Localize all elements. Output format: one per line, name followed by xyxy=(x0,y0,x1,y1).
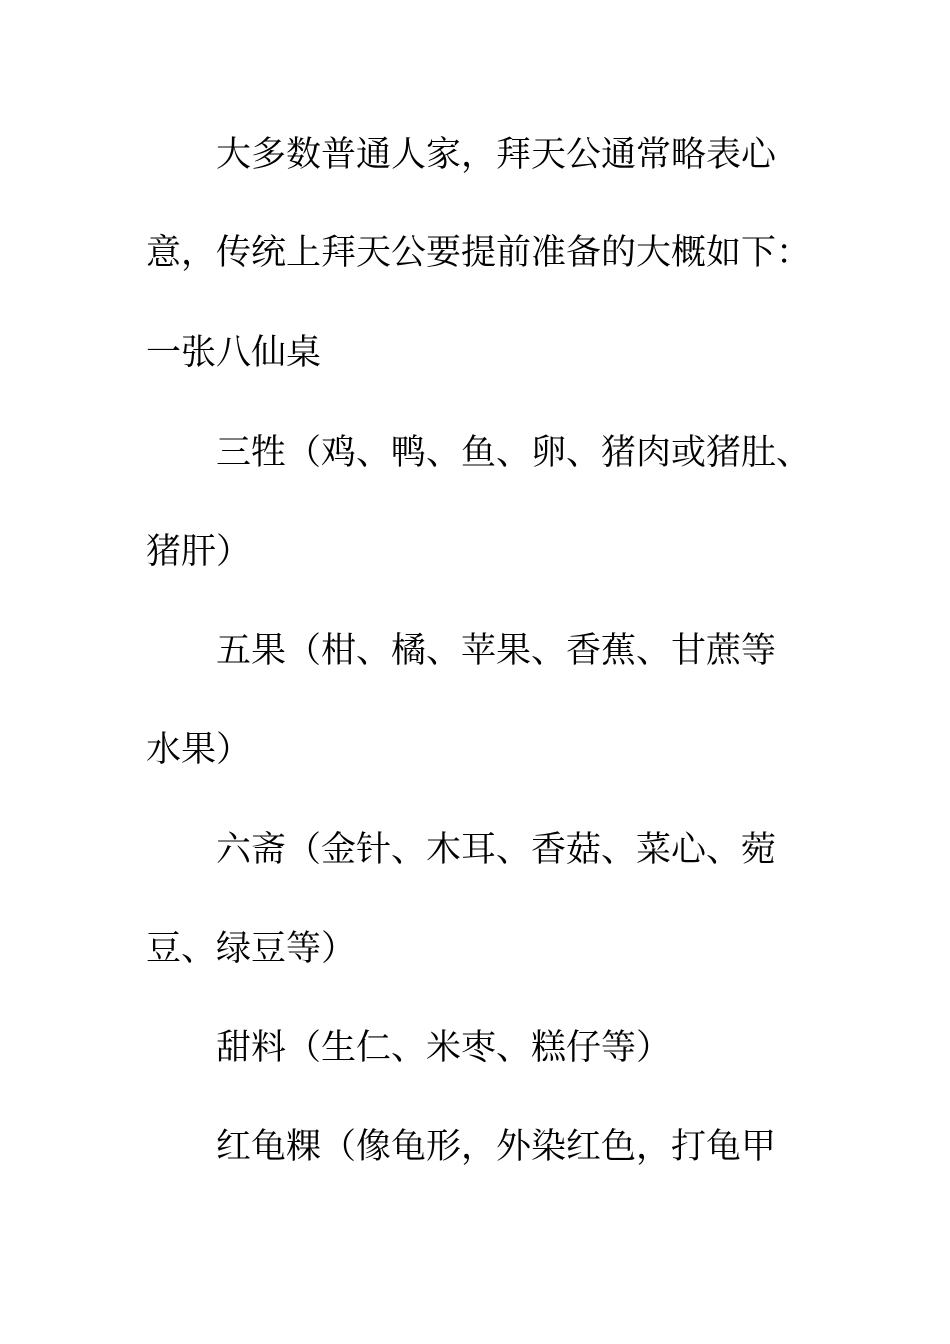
list-item-wuguo-cont: 水果） xyxy=(146,730,252,770)
list-item-table: 一张八仙桌 xyxy=(146,333,322,373)
list-item-sansheng: 三牲（鸡、鸭、鱼、卵、猪肉或猪肚、 xyxy=(216,433,812,473)
list-item-hongguigui: 红龟粿（像龟形，外染红色，打龟甲 xyxy=(216,1127,777,1167)
paragraph-line-2: 意，传统上拜天公要提前准备的大概如下： xyxy=(146,233,812,273)
list-item-sansheng-cont: 猪肝） xyxy=(146,532,252,572)
list-item-wuguo: 五果（柑、橘、苹果、香蕉、甘蔗等 xyxy=(216,631,777,671)
paragraph-line-1: 大多数普通人家，拜天公通常略表心 xyxy=(216,135,777,175)
list-item-tianliao: 甜料（生仁、米枣、糕仔等） xyxy=(216,1028,672,1068)
list-item-liuzhai: 六斋（金针、木耳、香菇、菜心、菀 xyxy=(216,830,777,870)
list-item-liuzhai-cont: 豆、绿豆等） xyxy=(146,929,357,969)
